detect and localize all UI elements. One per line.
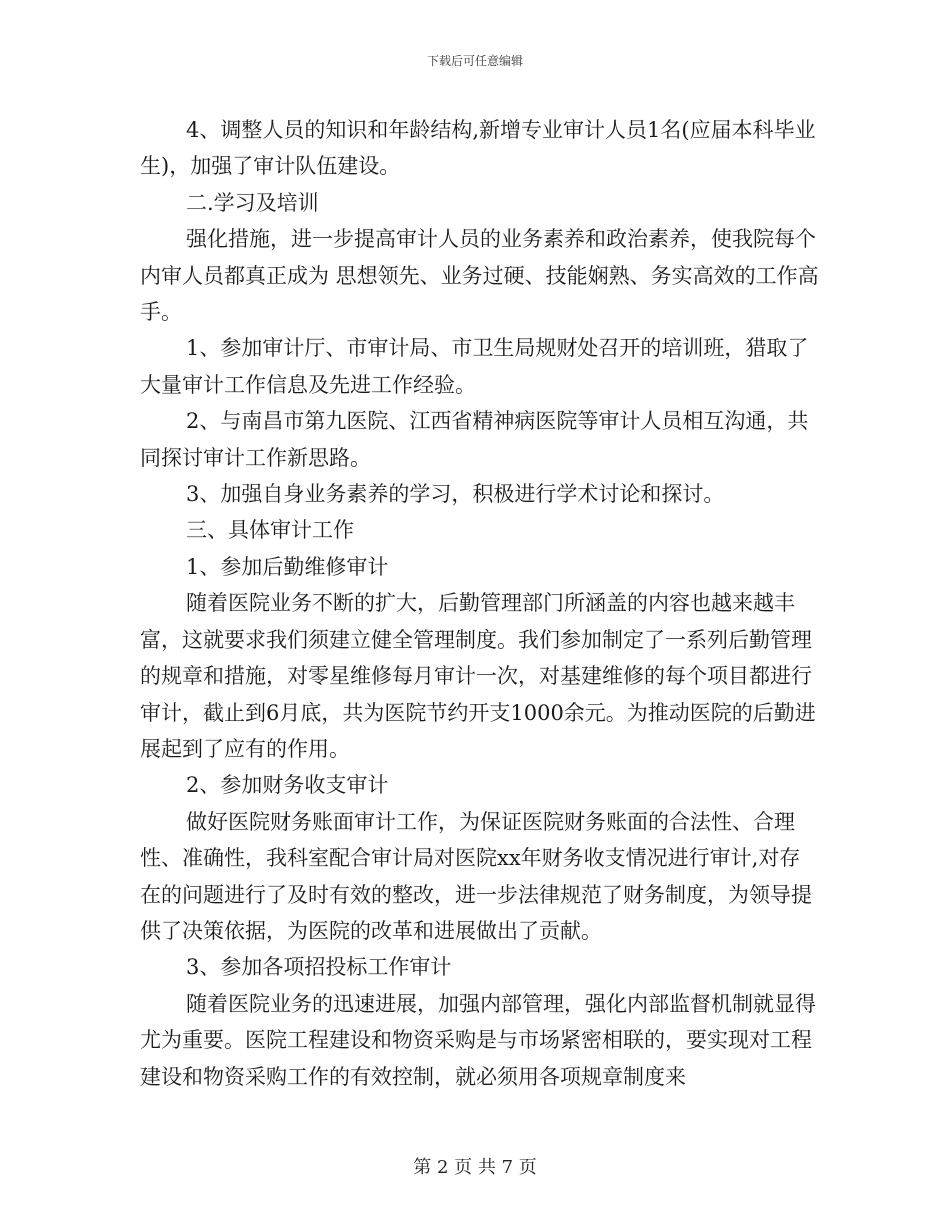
paragraph-finance: 做好医院财务账面审计工作，为保证医院财务账面的合法性、合理性、准确性，我科室配合审计局对医院xx年财务收支情况进行审计,对存在的问题进行了及时有效的整改，进一步法律规范了财务制度，为领导提供了决策依据，为医院的改革和进展做出了贡献。 <box>140 809 812 943</box>
page-header: 下载后可任意编辑 <box>426 54 523 68</box>
paragraph-bidding: 随着医院业务的迅速进展，加强内部管理，强化内部监督机制就显得尤为重要。医院工程建设和物资采购是与市场紧密相联的，要实现对工程建设和物资采购工作的有效控制，就必须用各项规章制度来 <box>140 991 816 1089</box>
subheading-logistics-audit: 1、参加后勤维修审计 <box>186 554 389 579</box>
page-number: 第 2 页 共 7 页 <box>413 1157 537 1178</box>
section-heading-2: 二.学习及培训 <box>186 190 319 215</box>
paragraph-3: 强化措施，进一步提高审计人员的业务素养和政治素养，使我院每个内审人员都真正成为 思想领先、业务过硬、技能娴熟、务实高效的工作高手。 <box>140 227 819 325</box>
subheading-bidding-audit: 3、参加各项招投标工作审计 <box>186 955 452 980</box>
paragraph-1: 4、调整人员的知识和年龄结构,新增专业审计人员1名(应届本科毕业生)，加强了审计队伍建设。 <box>140 118 816 179</box>
paragraph-4: 1、参加审计厅、市审计局、市卫生局规财处召开的培训班，猎取了大量审计工作信息及先进工作经验。 <box>140 336 809 397</box>
paragraph-logistics: 随着医院业务不断的扩大，后勤管理部门所涵盖的内容也越来越丰富，这就要求我们须建立健全管理制度。我们参加制定了一系列后勤管理的规章和措施，对零星维修每月审计一次，对基建维修的每个项目都进行审计，截止到6月底，共为医院节约开支1000余元。为推动医院的后勤进展起到了应有的作用。 <box>140 591 816 761</box>
section-heading-3: 三、具体审计工作 <box>186 518 354 543</box>
subheading-finance-audit: 2、参加财务收支审计 <box>186 773 389 798</box>
paragraph-5: 2、与南昌市第九医院、江西省精神病医院等审计人员相互沟通，共同探讨审计工作新思路。 <box>140 409 809 470</box>
paragraph-6: 3、加强自身业务素养的学习，积极进行学术讨论和探讨。 <box>186 482 725 507</box>
document-body <box>140 112 820 1095</box>
